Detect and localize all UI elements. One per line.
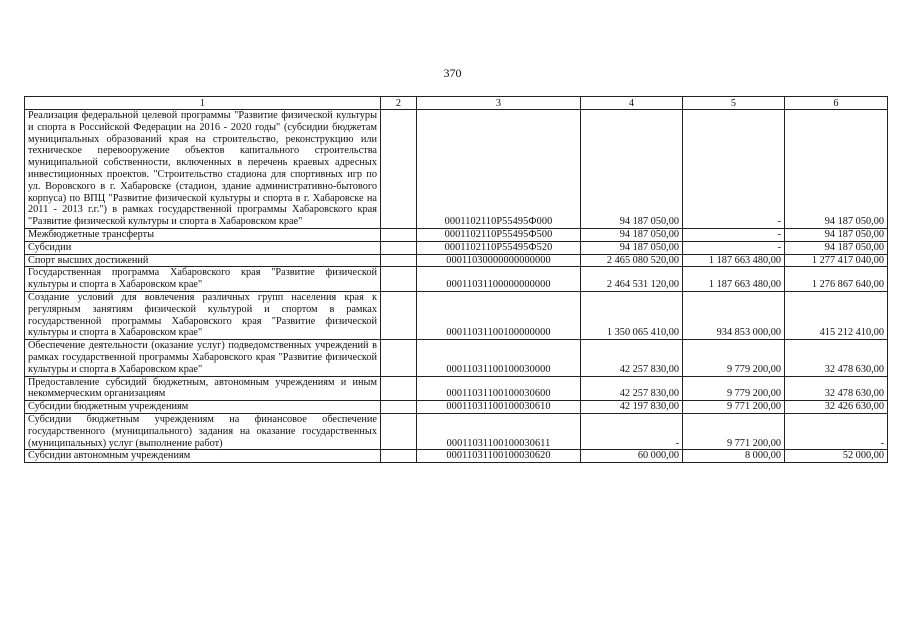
row-name-cell: Межбюджетные трансферты [25,228,381,241]
row-col2-cell [381,401,417,414]
row-name-cell: Субсидии бюджетным учреждениям [25,401,381,414]
row-name-cell: Реализация федеральной целевой программы "Развитие физической культуры и спорта в Российской Федерации на 2016 - 2020 годы" (субсидии бюджетам муниципальных образований края на строительство, реконструкцию или техническое перевооружение объектов капитального строительства муниципальной собственности, включенных в перечень краевых адресных инвестиционных проектов. "Строительство стадиона для спортивных игр по ул. Воровского в г. Хабаровске (стадион, здание административно-бытового корпуса) по ВПЦ "Развитие физической культуры и спорта в г. Хабаровске на 2011 - 2013 г.г.") в рамках государственной программы Хабаровского края "Развитие физической культуры и спорта в Хабаровском крае" [25,110,381,229]
header-cell: 5 [683,97,785,110]
row-value-col4: 94 187 050,00 [581,228,683,241]
row-code-cell: 00011031100100030000 [417,340,581,376]
row-code-cell: 00011031100100030611 [417,413,581,449]
table-row [25,291,888,339]
row-code-cell: 00011031100100030610 [417,401,581,414]
row-value-col5: 8 000,00 [683,450,785,463]
table-row [25,401,888,414]
row-col2-cell [381,413,417,449]
row-code-cell: 00011031100100000000 [417,291,581,339]
row-name-cell: Создание условий для вовлечения различных групп населения края к регулярным занятиям физической культурой и спортом в рамках государственной программы Хабаровского края "Развитие физической культуры и спорта в Хабаровском крае" [25,291,381,339]
row-col2-cell [381,228,417,241]
row-value-col4: 2 465 080 520,00 [581,254,683,267]
row-col2-cell [381,450,417,463]
row-col2-cell [381,267,417,292]
row-col2-cell [381,376,417,401]
table-row [25,110,888,229]
row-value-col4: 94 187 050,00 [581,241,683,254]
row-name-cell: Обеспечение деятельности (оказание услуг) подведомственных учреждений в рамках государственной программы Хабаровского края "Развитие физической культуры и спорта в Хабаровском крае" [25,340,381,376]
row-name-cell: Предоставление субсидий бюджетным, автономным учреждениям и иным некоммерческим организациям [25,376,381,401]
row-value-col4: 60 000,00 [581,450,683,463]
row-value-col4: 42 197 830,00 [581,401,683,414]
row-col2-cell [381,291,417,339]
row-value-col6: 32 426 630,00 [785,401,888,414]
table-row [25,267,888,292]
row-value-col4: 2 464 531 120,00 [581,267,683,292]
row-code-cell: 0001102110P55495Ф000 [417,110,581,229]
row-value-col4: - [581,413,683,449]
row-name-cell: Субсидии [25,241,381,254]
table-body [25,110,888,463]
row-value-col5: 9 779 200,00 [683,340,785,376]
row-value-col6: 94 187 050,00 [785,228,888,241]
header-cell: 6 [785,97,888,110]
budget-table [24,96,888,463]
row-col2-cell [381,241,417,254]
table-row [25,376,888,401]
header-row [25,97,888,110]
row-value-col5: - [683,110,785,229]
row-code-cell: 00011031100100030600 [417,376,581,401]
row-name-cell: Субсидии автономным учреждениям [25,450,381,463]
row-value-col5: 934 853 000,00 [683,291,785,339]
row-value-col4: 94 187 050,00 [581,110,683,229]
row-value-col5: 9 771 200,00 [683,401,785,414]
table-row [25,241,888,254]
row-col2-cell [381,110,417,229]
row-value-col6: 415 212 410,00 [785,291,888,339]
row-name-cell: Субсидии бюджетным учреждениям на финансовое обеспечение государственного (муниципального) задания на оказание государственных (муниципальных) услуг (выполнение работ) [25,413,381,449]
row-value-col6: 1 277 417 040,00 [785,254,888,267]
row-code-cell: 0001102110P55495Ф520 [417,241,581,254]
row-col2-cell [381,254,417,267]
row-value-col4: 42 257 830,00 [581,376,683,401]
row-col2-cell [381,340,417,376]
table-row [25,254,888,267]
row-value-col5: - [683,228,785,241]
row-name-cell: Государственная программа Хабаровского края "Развитие физической культуры и спорта в Хабаровском крае" [25,267,381,292]
row-value-col4: 1 350 065 410,00 [581,291,683,339]
table-row [25,228,888,241]
row-code-cell: 00011031100000000000 [417,267,581,292]
row-value-col6: 1 276 867 640,00 [785,267,888,292]
header-cell: 2 [381,97,417,110]
row-value-col5: 9 779 200,00 [683,376,785,401]
row-code-cell: 00011031100100030620 [417,450,581,463]
row-value-col5: 9 771 200,00 [683,413,785,449]
row-value-col4: 42 257 830,00 [581,340,683,376]
table-row [25,340,888,376]
row-value-col6: 94 187 050,00 [785,110,888,229]
row-value-col6: 32 478 630,00 [785,376,888,401]
row-code-cell: 0001102110P55495Ф500 [417,228,581,241]
row-value-col6: - [785,413,888,449]
row-value-col5: 1 187 663 480,00 [683,254,785,267]
row-value-col5: - [683,241,785,254]
row-value-col6: 94 187 050,00 [785,241,888,254]
header-cell: 4 [581,97,683,110]
row-name-cell: Спорт высших достижений [25,254,381,267]
header-cell: 3 [417,97,581,110]
header-cell: 1 [25,97,381,110]
table-row [25,450,888,463]
row-value-col6: 52 000,00 [785,450,888,463]
page-number: 370 [443,66,462,80]
table-row [25,413,888,449]
row-code-cell: 00011030000000000000 [417,254,581,267]
row-value-col5: 1 187 663 480,00 [683,267,785,292]
row-value-col6: 32 478 630,00 [785,340,888,376]
